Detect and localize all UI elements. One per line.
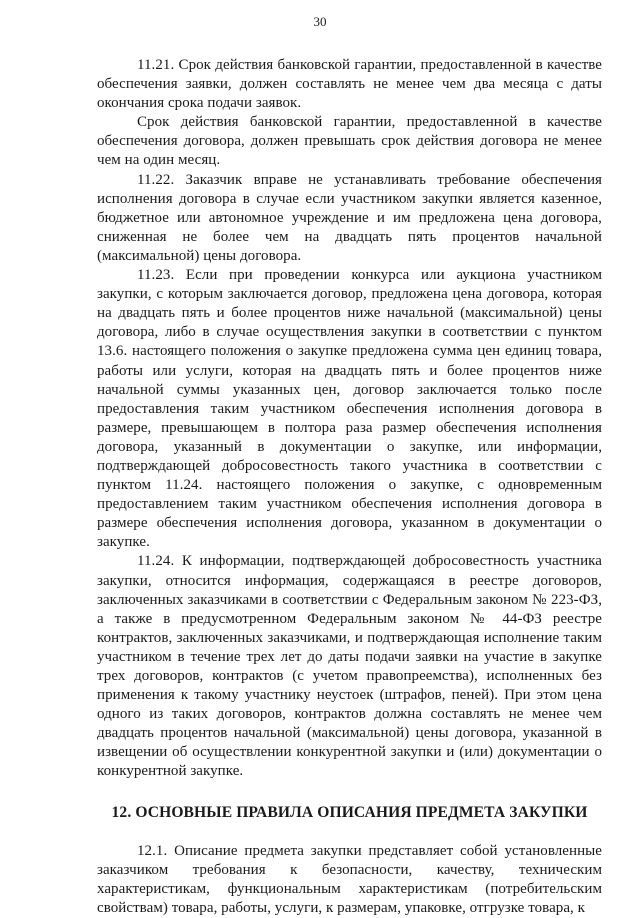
paragraph-guarantee-contract: Срок действия банковской гарантии, предоставленной в качестве обеспечения договора, должен превышать срок действия договора не менее чем на один месяц. bbox=[97, 114, 602, 169]
paragraph-11-22: 11.22. Заказчик вправе не устанавливать требование обеспечения исполнения договора в случае если участником закупки является казенное, бюджетное или автономное учреждение и им предложена цена договора, сниженная не более чем на двадцать пять процентов начальной (максимальной) цены договора. bbox=[97, 171, 602, 264]
paragraph-11-23: 11.23. Если при проведении конкурса или аукциона участником закупки, с которым заключается договор, предложена цена договора, которая на двадцать пять и более процентов ниже начальной (максимальной) цены договора, либо в случае осуществления закупки в соответствии с пунктом 13.6. настоящего положения о закупке предложена сумма цен единиц товара, работы или услуги, которая на двадцать пять и более процентов ниже начальной суммы указанных цен, договор заключается только после предоставления таким участником обеспечения исполнения договора в размере, превышающем в полтора раза размер обеспечения исполнения договора, указанный в документации о закупке, или информации, подтверждающей добросовестность такого участника в соответствии с пунктом 11.24. настоящего положения о закупке, с одновременным предоставлением таким участником обеспечения исполнения договора в размере обеспечения исполнения договора, указанном в документации о закупке. bbox=[97, 267, 602, 551]
page-number: 30 bbox=[313, 14, 327, 29]
paragraph-11-24: 11.24. К информации, подтверждающей добросовестность участника закупки, относится информация, содержащаяся в реестре договоров, заключенных заказчиками в соответствии с Федеральным законом № 223-ФЗ, а также в предусмотренном Федеральным законом № 44-ФЗ реестре контрактов, заключенных заказчиками, и подтверждающая исполнение таким участником в течение трех лет до даты подачи заявки на участие в закупке трех договоров, контрактов (с учетом правопреемства), исполненных без применения к такому участнику неустоек (штрафов, пеней). При этом цена одного из таких договоров, контрактов должна составлять не менее чем двадцать процентов начальной (максимальной) цены договора, указанной в извещении об осуществлении конкурентной закупки и (или) документации о конкурентной закупке. bbox=[97, 553, 602, 780]
paragraph-11-21: 11.21. Срок действия банковской гарантии, предоставленной в качестве обеспечения заявки, должен составлять не менее чем два месяца с даты окончания срока подачи заявок. bbox=[97, 57, 602, 112]
paragraph-12-1: 12.1. Описание предмета закупки представляет собой установленные заказчиком требования к безопасности, качеству, техническим характеристикам, функциональным характеристикам (потребительским свойствам) товара, работы, услуги, к размерам, упаковке, отгрузке товара, к bbox=[97, 842, 602, 916]
document-body bbox=[97, 56, 602, 918]
section-heading: 12. ОСНОВНЫЕ ПРАВИЛА ОПИСАНИЯ ПРЕДМЕТА ЗАКУПКИ bbox=[111, 803, 588, 821]
